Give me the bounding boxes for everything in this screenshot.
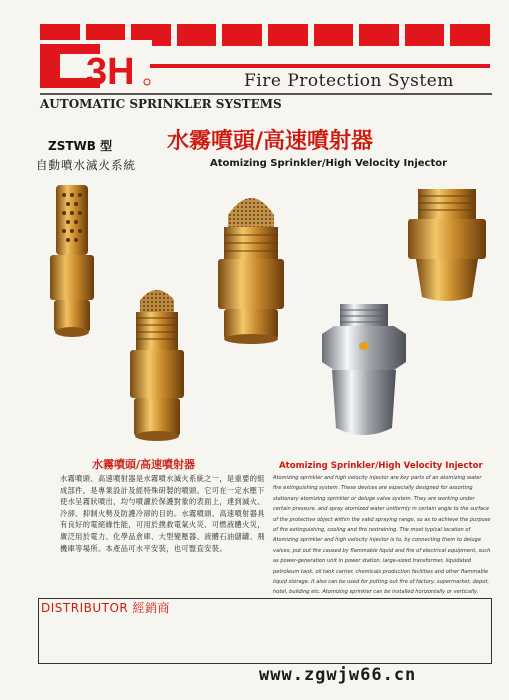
system-name: 自動噴水滅火系統 [36,158,136,172]
brand-logo [40,40,152,92]
product-title-en: Atomizing Sprinkler/High Velocity Injector [210,158,448,169]
section-title: AUTOMATIC SPRINKLER SYSTEMS [40,97,282,111]
product-image-perforated-sprinkler [40,180,108,345]
brand-underline [150,64,490,68]
tagline: Fire Protection System [244,71,454,91]
product-image-mesh-sprinkler-large [212,185,290,350]
model-number: ZSTWB 型 [48,139,113,153]
brand-text: 3H [86,51,135,92]
product-image-mesh-sprinkler-small [122,280,192,445]
product-image-chrome-injector [316,300,412,442]
product-image-brass-injector [402,185,492,305]
header-divider [40,93,492,95]
description-body-cn: 水霧噴頭、高速噴射器是水霧噴水滅火系統之一，是重要的組成部件，是專業設計及經特殊研製的噴頭。它可在一定水壓下使水呈霧狀噴出，均勻噴灑於保護對象的表面上，達到滅火、冷卻、抑制火勢及防護冷卻的目的。水霧噴頭、高速噴射器具有良好的電絕緣性能，可用於撲救電氣火災、可燃液體火災，廣泛用於電力、化學品倉庫、大型變壓器、液體石油儲罐、飛機庫等場所。本產品可水平安裝，也可豎直安裝。 [60,474,265,553]
watermark-url: www.zgwjw66.cn [259,665,417,685]
distributor-label: DISTRIBUTOR 經銷商 [41,601,171,615]
description-heading-cn: 水霧噴頭/高速噴射器 [92,458,196,471]
description-heading-en: Atomizing Sprinkler/High Velocity Injector [279,461,483,471]
distributor-box [38,598,492,664]
description-body-en: Atomizing sprinkler and high velocity injector are key parts of an atomizing water fire extinguishing system. These devices are especially designed for assorting stationary atomizing sprinkler or deluge valve system. They are working under certain pressure, and spray atomized water uniformly in certain angle to the surface of the protective object within the valid spraying range, so as to achieve the purpose of fire extinguishing, cooling and fire restraining. The most typical location of Atomizing sprinkler and high velocity injector is to, by connecting them to deluge valves, put out fire caused by flammable liquid and fire of electrical equipment, such as power-generation unit in power station, large-sized transformer, liquidated petroleum tank, oil tank carrier, chemicals production facilities and other flammable liquid storage. It also can be used for putting out fire of factory, supermarket, depot, hotel, building etc. Atomizing sprinkler can be installed horizontally or vertically. [273,475,491,596]
product-title-cn: 水霧噴頭/高速噴射器 [167,129,374,154]
